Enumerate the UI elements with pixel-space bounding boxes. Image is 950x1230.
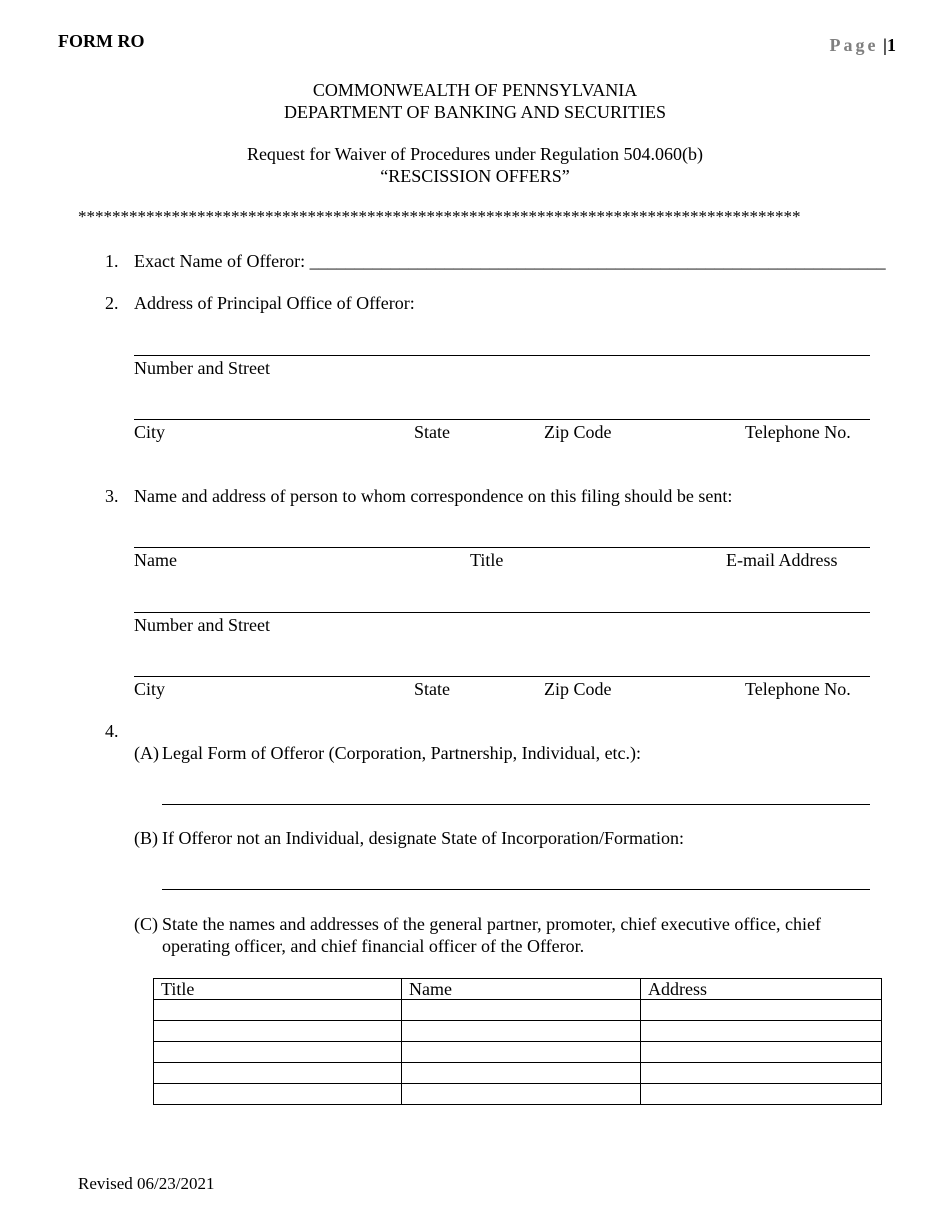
officer-name-cell[interactable]	[402, 1063, 641, 1084]
officers-column-title: Title	[154, 979, 402, 1000]
state-of-incorporation-field[interactable]	[162, 889, 870, 890]
contact-city-label: City	[134, 679, 166, 699]
item-3-number: 3.	[105, 486, 119, 506]
contact-street-field[interactable]	[134, 612, 870, 613]
contact-email-label: E-mail Address	[726, 550, 838, 570]
contact-phone-label: Telephone No.	[745, 679, 851, 699]
principal-zip-label: Zip Code	[544, 422, 612, 442]
item-4a-marker: (A)	[134, 743, 159, 763]
offeror-name-field[interactable]: ________________________________________________________________	[309, 251, 886, 271]
item-4c-text-line-1: State the names and addresses of the general partner, promoter, chief executive office, chief	[162, 914, 821, 934]
item-1-label	[134, 250, 886, 272]
offeror-name-label: Exact Name of Offeror:	[134, 251, 306, 271]
contact-street-label: Number and Street	[134, 615, 270, 635]
item-4c-text-line-2: operating officer, and chief financial officer of the Offeror.	[162, 936, 585, 956]
table-row	[154, 1021, 882, 1042]
item-4b-text: If Offeror not an Individual, designate State of Incorporation/Formation:	[162, 828, 685, 848]
contact-state-label: State	[414, 679, 450, 699]
officers-table	[153, 978, 882, 1105]
officer-title-cell[interactable]	[154, 1084, 402, 1105]
item-4a-text: Legal Form of Offeror (Corporation, Partnership, Individual, etc.):	[162, 743, 642, 763]
officer-address-cell[interactable]	[641, 1063, 882, 1084]
contact-name-title-email-field[interactable]	[134, 547, 870, 548]
contact-title-label: Title	[470, 550, 504, 570]
revision-date: Revised 06/23/2021	[78, 1174, 215, 1193]
page-label: Page	[829, 35, 879, 55]
legal-form-field[interactable]	[162, 804, 870, 805]
form-subtitle-1: Request for Waiver of Procedures under Regulation 504.060(b)	[246, 144, 704, 164]
officer-title-cell[interactable]	[154, 1021, 402, 1042]
agency-line-2: DEPARTMENT OF BANKING AND SECURITIES	[284, 102, 666, 122]
officers-column-name: Name	[402, 979, 641, 1000]
table-row	[154, 1042, 882, 1063]
officer-title-cell[interactable]	[154, 1042, 402, 1063]
agency-line-1: COMMONWEALTH OF PENNSYLVANIA	[312, 80, 638, 100]
item-4-number: 4.	[105, 721, 119, 741]
item-2-label: Address of Principal Office of Offeror:	[134, 293, 415, 313]
item-4c-marker: (C)	[134, 914, 158, 934]
officer-title-cell[interactable]	[154, 1063, 402, 1084]
officer-address-cell[interactable]	[641, 1000, 882, 1021]
page-separator: |	[883, 35, 887, 55]
item-4b-marker: (B)	[134, 828, 158, 848]
officer-name-cell[interactable]	[402, 1000, 641, 1021]
officer-address-cell[interactable]	[641, 1021, 882, 1042]
contact-zip-label: Zip Code	[544, 679, 612, 699]
principal-state-label: State	[414, 422, 450, 442]
officers-table-header-row	[154, 979, 882, 1000]
item-2-number: 2.	[105, 293, 119, 313]
officer-name-cell[interactable]	[402, 1021, 641, 1042]
table-row	[154, 1063, 882, 1084]
principal-city-label: City	[134, 422, 166, 442]
page-indicator	[830, 34, 896, 56]
contact-name-label: Name	[134, 550, 177, 570]
table-row	[154, 1084, 882, 1105]
form-label: FORM RO	[58, 31, 145, 51]
officer-name-cell[interactable]	[402, 1042, 641, 1063]
asterisk-divider: *************************************************************************************	[78, 207, 801, 226]
principal-street-label: Number and Street	[134, 358, 270, 378]
officer-address-cell[interactable]	[641, 1042, 882, 1063]
officer-title-cell[interactable]	[154, 1000, 402, 1021]
table-row	[154, 1000, 882, 1021]
item-1-number: 1.	[105, 251, 119, 271]
principal-phone-label: Telephone No.	[745, 422, 851, 442]
officer-name-cell[interactable]	[402, 1084, 641, 1105]
item-3-label: Name and address of person to whom correspondence on this filing should be sent:	[134, 486, 733, 506]
contact-city-state-zip-field[interactable]	[134, 676, 870, 677]
form-subtitle-2: “RESCISSION OFFERS”	[380, 166, 570, 186]
officer-address-cell[interactable]	[641, 1084, 882, 1105]
page-number: 1	[887, 35, 896, 55]
principal-city-state-zip-field[interactable]	[134, 419, 870, 420]
principal-street-field[interactable]	[134, 355, 870, 356]
officers-column-address: Address	[641, 979, 882, 1000]
